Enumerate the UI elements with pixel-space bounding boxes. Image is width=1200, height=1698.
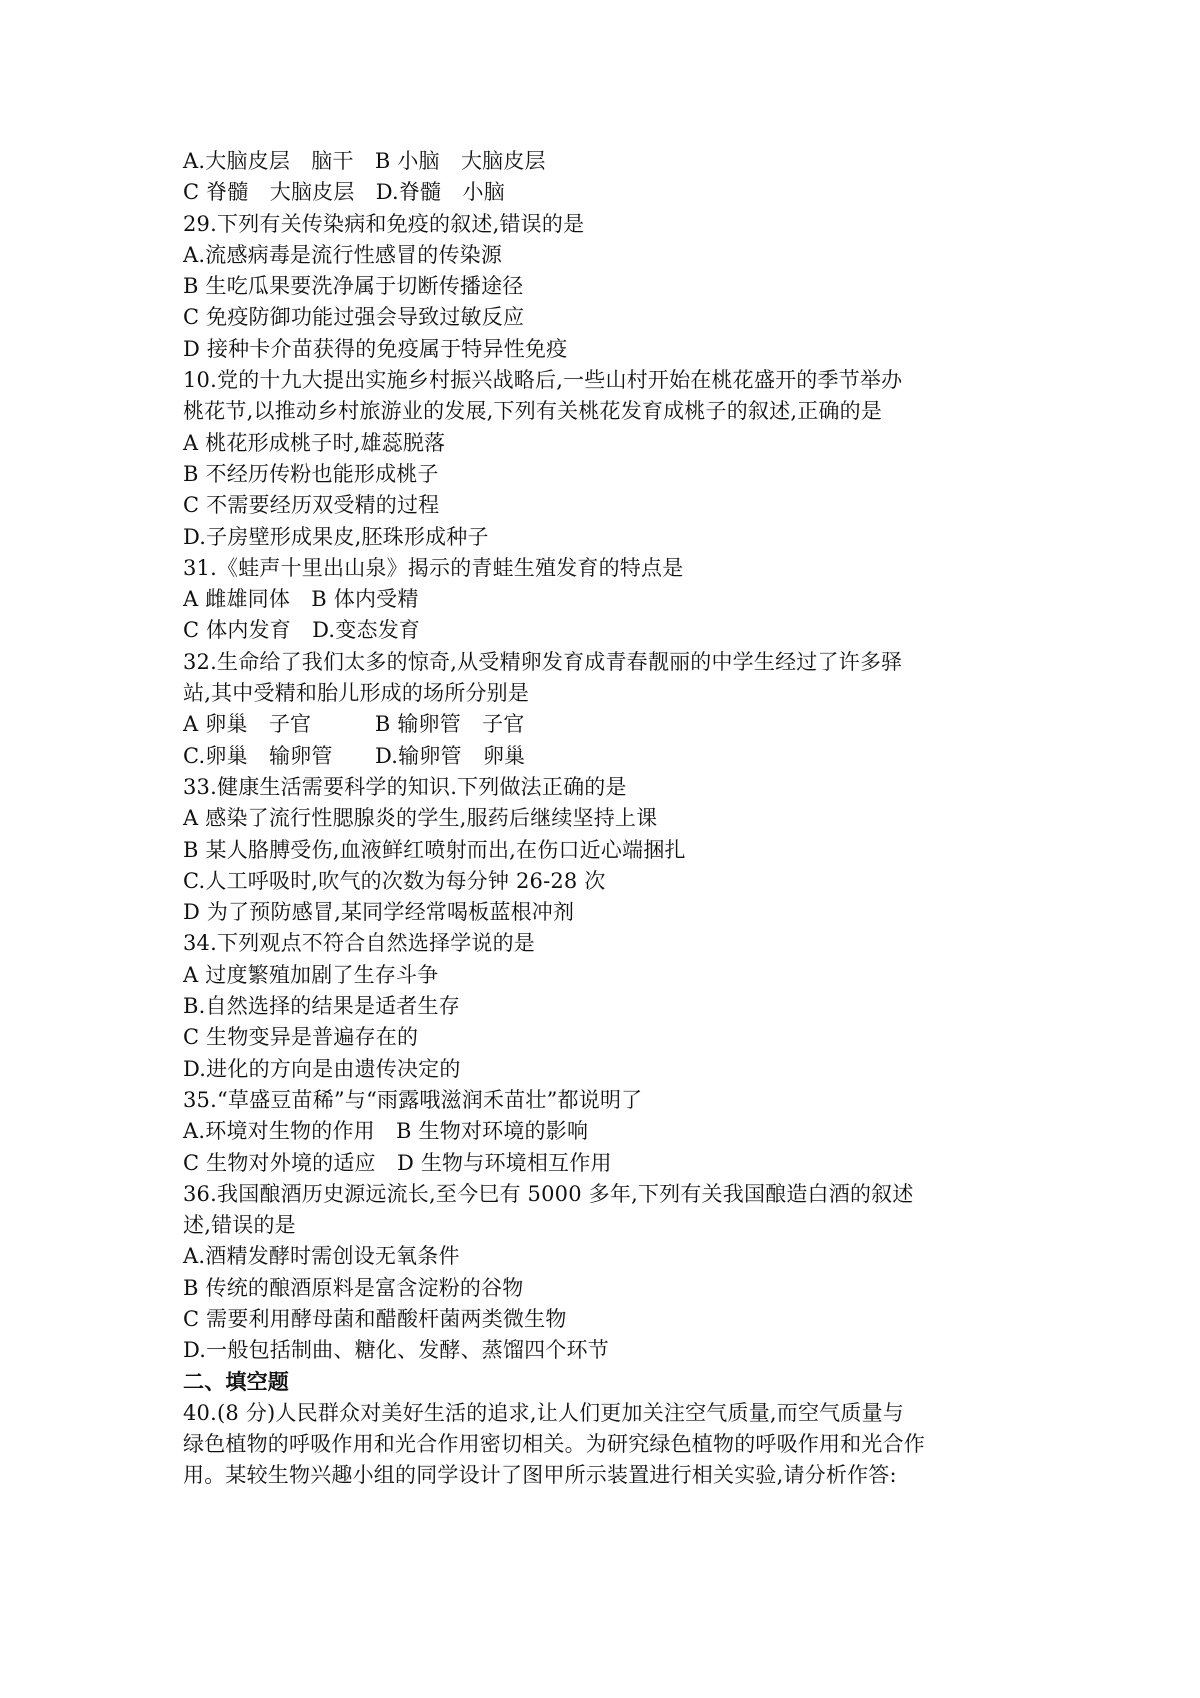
option-line: C 脊髓 大脑皮层 D.脊髓 小脑 xyxy=(183,180,505,205)
question-line: 33.健康生活需要科学的知识.下列做法正确的是 xyxy=(183,774,627,799)
option-line: B 传统的酿酒原料是富含淀粉的谷物 xyxy=(183,1275,524,1300)
option-line: B.自然选择的结果是适者生存 xyxy=(183,994,460,1019)
question-line: 40.(8 分)人民群众对美好生活的追求,让人们更加关注空气质量,而空气质量与 xyxy=(183,1400,904,1425)
question-line: 站,其中受精和胎儿形成的场所分别是 xyxy=(183,681,530,706)
question-line: 述,错误的是 xyxy=(183,1213,296,1238)
option-line: C 免疫防御功能过强会导致过敏反应 xyxy=(183,305,525,330)
section-heading: 二、填空题 xyxy=(183,1369,289,1394)
option-line: A.大脑皮层 脑干 B 小脑 大脑皮层 xyxy=(183,149,546,173)
option-line: C 不需要经历双受精的过程 xyxy=(183,493,440,518)
option-line: B 生吃瓜果要洗净属于切断传播途径 xyxy=(183,274,524,299)
question-line: 用。某较生物兴趣小组的同学设计了图甲所示装置进行相关实验,请分析作答: xyxy=(183,1463,897,1488)
option-line: A.环境对生物的作用 B 生物对环境的影响 xyxy=(183,1119,589,1144)
option-line: B 某人胳膊受伤,血液鲜红喷射而出,在伤口近心端捆扎 xyxy=(183,837,686,862)
option-line: D 为了预防感冒,某同学经常喝板蓝根冲剂 xyxy=(183,900,575,925)
option-line: A 桃花形成桃子时,雄蕊脱落 xyxy=(183,430,446,455)
option-line: D.进化的方向是由遗传决定的 xyxy=(183,1056,461,1081)
question-line: 29.下列有关传染病和免疫的叙述,错误的是 xyxy=(183,211,585,236)
question-line: 10.党的十九大提出实施乡村振兴战略后,一些山村开始在桃花盛开的季节举办 xyxy=(183,368,903,393)
question-line: 31.《蛙声十里出山泉》揭示的青蛙生殖发育的特点是 xyxy=(183,555,684,580)
option-line: D 接种卡介苗获得的免疫属于特异性免疫 xyxy=(183,336,568,361)
question-line: 桃花节,以推动乡村旅游业的发展,下列有关桃花发育成桃子的叙述,正确的是 xyxy=(183,399,883,424)
option-line: D.一般包括制曲、糖化、发酵、蒸馏四个环节 xyxy=(183,1338,609,1363)
option-line: D.子房壁形成果皮,胚珠形成种子 xyxy=(183,524,489,549)
option-line: A.流感病毒是流行性感冒的传染源 xyxy=(183,242,503,267)
option-line: A.酒精发酵时需创设无氧条件 xyxy=(183,1244,460,1269)
option-line: A 卵巢 子官 B 输卵管 子官 xyxy=(183,712,525,737)
option-line: A 雌雄同体 B 体内受精 xyxy=(183,587,419,612)
question-line: 32.生命给了我们太多的惊奇,从受精卵发育成青春靓丽的中学生经过了许多驿 xyxy=(183,649,903,674)
question-line: 绿色植物的呼吸作用和光合作用密切相关。为研究绿色植物的呼吸作用和光合作 xyxy=(183,1432,925,1457)
option-line: C.卵巢 输卵管 D.输卵管 卵巢 xyxy=(183,743,526,768)
option-line: C 需要利用酵母菌和醋酸杆菌两类微生物 xyxy=(183,1306,567,1331)
option-line: A 过度繁殖加剧了生存斗争 xyxy=(183,962,439,987)
option-line: C 生物对外境的适应 D 生物与环境相互作用 xyxy=(183,1150,612,1175)
option-line: A 感染了流行性腮腺炎的学生,服药后继续坚持上课 xyxy=(183,806,658,831)
option-line: B 不经历传粉也能形成桃子 xyxy=(183,461,439,486)
question-line: 36.我国酿酒历史源远流长,至今巳有 5000 多年,下列有关我国酿造白酒的叙述 xyxy=(183,1181,914,1206)
option-line: C 生物变异是普遍存在的 xyxy=(183,1025,419,1050)
question-line: 35.“草盛豆苗稀”与“雨露哦滋润禾苗壮”都说明了 xyxy=(183,1087,643,1112)
document-page xyxy=(183,146,1063,1492)
option-line: C 体内发育 D.变态发育 xyxy=(183,618,421,643)
question-line: 34.下列观点不符合自然选择学说的是 xyxy=(183,931,535,956)
option-line: C.人工呼吸时,吹气的次数为每分钟 26-28 次 xyxy=(183,868,606,893)
